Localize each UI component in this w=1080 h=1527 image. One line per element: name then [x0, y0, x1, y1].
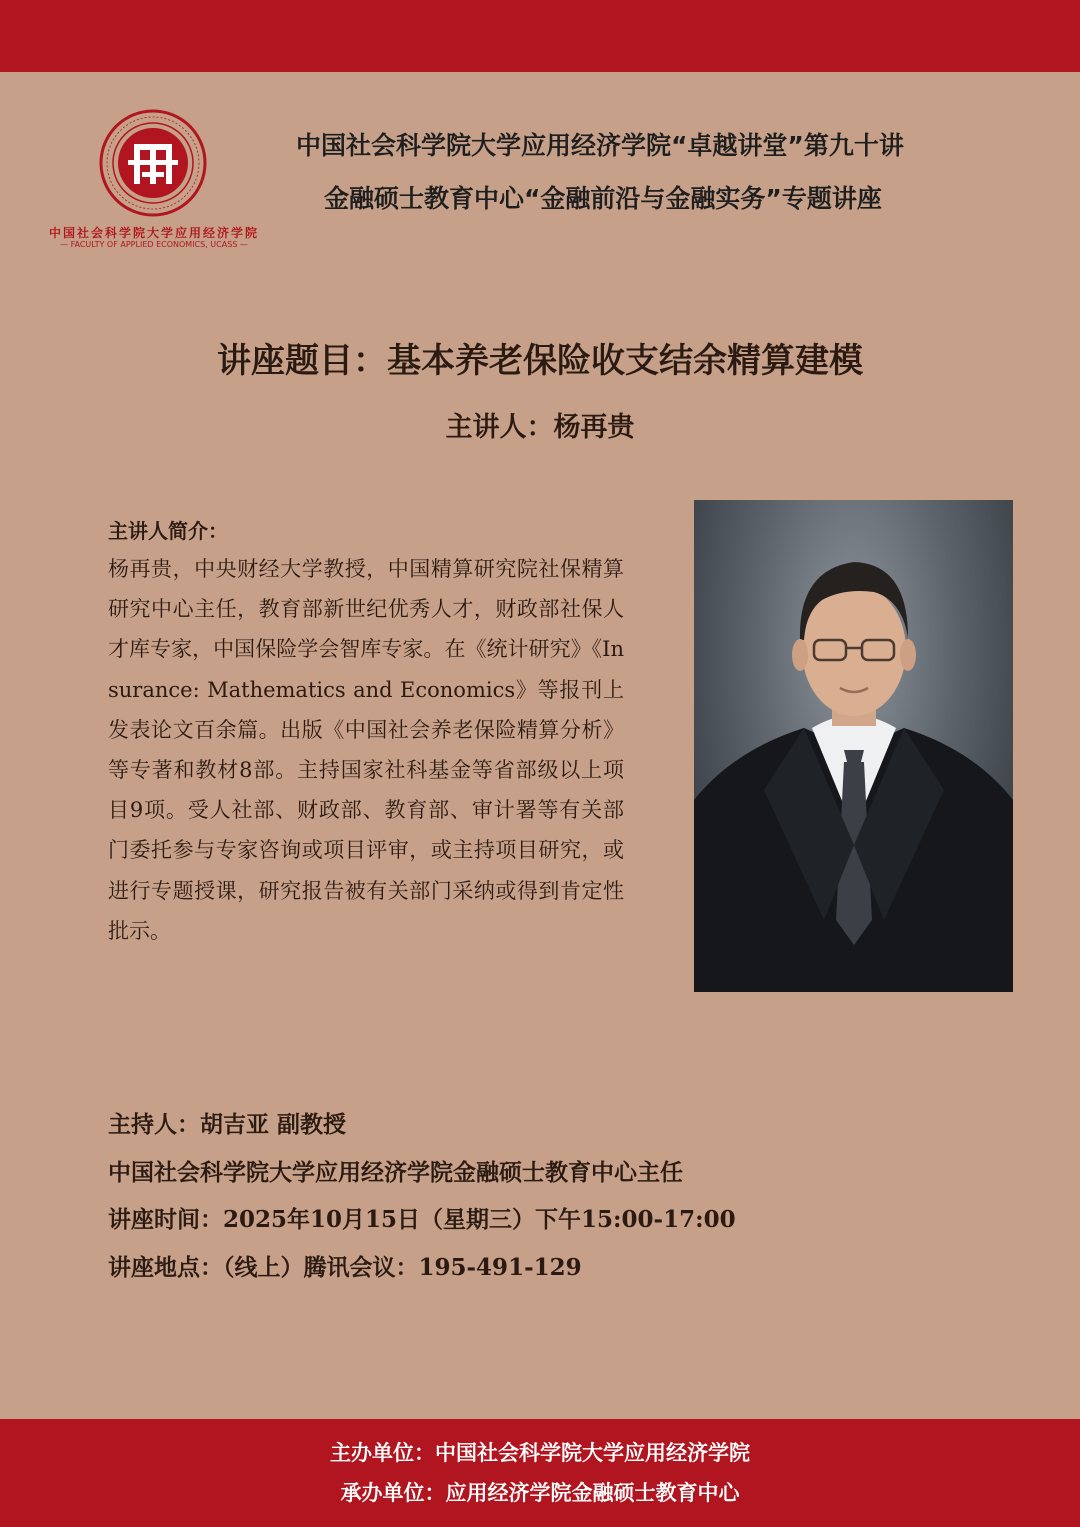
- bio-text: 杨再贵，中央财经大学教授，中国精算研究院社保精算研究中心主任，教育部新世纪优秀人才，财政部社保人才库专家，中国保险学会智库专家。在《统计研究》《Insurance: Mathematics and Economics》等报刊上发表论文百余篇。出版《中国社会养老保险精算分析》等专著和教材8部。主持国家社科基金等省部级以上项目9项。受人社部、财政部、教育部、审计署等有关部门委托参与专家咨询或项目评审，或主持项目研究，或进行专题授课，研究报告被有关部门采纳或得到肯定性批示。: [108, 557, 624, 943]
- bio-label: 主讲人简介：: [108, 519, 228, 543]
- organizer: 主办单位：中国社会科学院大学应用经济学院: [330, 1441, 750, 1465]
- host-title: 中国社会科学院大学应用经济学院金融硕士教育中心主任: [108, 1159, 683, 1186]
- lecture-time: 讲座时间：2025年10月15日（星期三）下午15:00-17:00: [108, 1206, 736, 1233]
- logo-english-name: — FACULTY OF APPLIED ECONOMICS, UCASS —: [60, 240, 248, 249]
- co-organizer: 承办单位：应用经济学院金融硕士教育中心: [340, 1481, 740, 1505]
- lecture-title: 讲座题目：基本养老保险收支结余精算建模: [217, 341, 863, 381]
- lecture-location: 讲座地点：（线上）腾讯会议：195-491-129: [108, 1254, 582, 1281]
- faculty-seal-icon: [98, 108, 208, 218]
- speaker-name: 主讲人：杨再贵: [445, 412, 635, 443]
- header-line-1: 中国社会科学院大学应用经济学院“卓越讲堂”第九十讲: [296, 131, 904, 160]
- logo-chinese-name: 中国社会科学院大学应用经济学院: [48, 226, 259, 240]
- header-line-2: 金融硕士教育中心“金融前沿与金融实务”专题讲座: [324, 184, 882, 213]
- footer-banner: [0, 1419, 1080, 1527]
- host-name: 主持人：胡吉亚 副教授: [108, 1111, 347, 1138]
- top-banner: [0, 0, 1080, 72]
- speaker-photo: [694, 500, 1013, 992]
